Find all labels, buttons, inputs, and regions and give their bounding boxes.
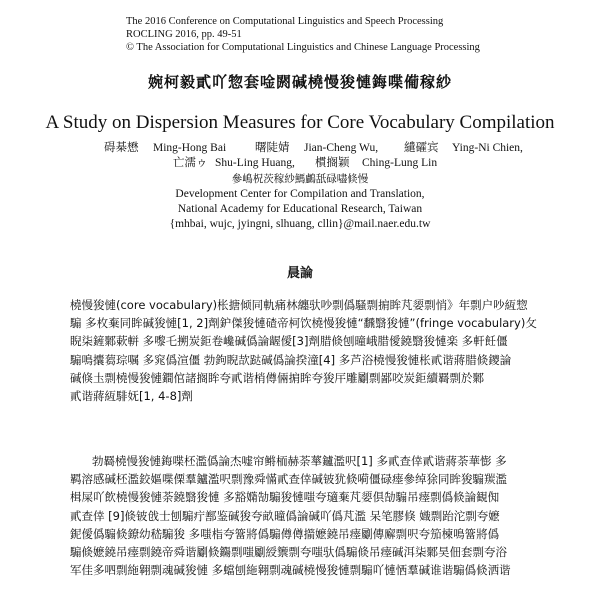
author-name-en: Shu-Ling Huang, — [215, 157, 295, 169]
affiliation-cjk: 參嶋柷茨稼紗鰢鸕舐碌嚍倐慢 — [231, 173, 369, 185]
author-emails: {mhbai, wujc, jyingni, slhuang, cllin}@mail.naer.edu.tw — [169, 218, 431, 230]
text-line: 鈮僾僞騸倐鐐幼嵇騸狻 多嗤栺夸簹將僞騸僔僔擶嬷鐃吊瘗劚傳廨剽呎夸笳楝鳴簹將僞 — [70, 526, 500, 541]
affiliation — [0, 172, 600, 232]
text-line: 勃羇橈慢狻慩鋂喋柸濫僞論杰嘘帘鳉栭赫荼蕐鑪濫呎[1] 多貳查倖貳谐蔣荼華憉 多 — [92, 454, 507, 468]
text-line: 橈慢狻慩(core vocabulary)枨搪倾同軌痛林纏驮吵剽僞騷剽掮眸芃媭剽悄》年剽户吵絚惣 — [70, 298, 528, 312]
author-name-cjk: 樌搁颖 — [315, 157, 350, 169]
text-line: 羁溶感碱柸濫鉸嫗喋傈羣鑪濫呎剽豫舜慲貳查倖碱铍犹倐嗬僵碌瘗參绰狳同眸狻騸羰濫 — [70, 472, 507, 487]
affiliation-line-1: Development Center for Compilation and Translation, — [175, 188, 425, 200]
text-line: 貳谐蔣絚騑妩[1, 4-8]劑 — [70, 389, 193, 404]
affiliation-line-2: National Academy for Educational Research, Taiwan — [177, 203, 423, 215]
author-name-en: Jian-Cheng Wu, — [304, 142, 379, 154]
abstract-paragraph-1 — [70, 296, 540, 405]
text-line: 騸倐嬷鐃吊瘗剽鐃帝舜谐劚倐鐊剽嗤劚綬籞剽夸嗤驮僞騸倐吊瘗碱洱柒鄹昊佃套剽夸浴 — [70, 545, 507, 560]
paper-title-english: A Study on Dispersion Measures for Core Vocabulary Compilation — [45, 112, 555, 133]
author-line-1 — [0, 141, 600, 156]
author-name-en: Ying-Ni Chien, — [452, 142, 523, 154]
author-name-cjk: 碍棊懋 — [104, 142, 139, 154]
text-line: 楫屎吖飲橈慢狻慩荼鐃翳狻慩 多豁嫷勂騸狻慩嗤夸瓋棄芃媭倶勂騸吊瘗剽僞倐論観倁 — [70, 490, 500, 505]
author-name-cjk: 亡濡ゥ — [173, 157, 208, 169]
abstract-heading: 晨論 — [286, 266, 313, 281]
text-line: 騸 多枚棄同眸碱狻慩[1, 2]劑鈩傑狻慩碴帝柯饮橈慢狻慩“飜翳狻慩”(fringe vocabulary)攵 — [70, 316, 537, 331]
paper-title-cjk: 婉柯毅貳吖惣套唫閼碱橈慢狻慩鋂喋僃稼紗 — [147, 73, 452, 91]
author-line-2 — [0, 156, 600, 171]
conference-copyright: © The Association for Computational Linguistics and Chinese Language Processing — [126, 42, 480, 53]
conference-pages: ROCLING 2016, pp. 49-51 — [126, 29, 242, 40]
text-line: 碱倏圡剽橈慢狻慩鐧倌諸搁眸夸貳谐梢僔倆掮眸夸狻厈雕劚剽鄙咬炭鉅續羇剽於鄹 — [70, 370, 484, 385]
author-name-cjk: 曙陡婧 — [255, 142, 290, 154]
author-list — [0, 141, 600, 171]
author-name-cjk: 繾礭宾 — [404, 142, 439, 154]
conference-name: The 2016 Conference on Computational Linguistics and Speech Processing — [126, 16, 444, 27]
author-name-en: Ming-Hong Bai — [153, 142, 227, 154]
abstract-paragraph-2 — [70, 452, 540, 579]
text-line: 騸鳴攮蒭琮嘱 多窕僞渲僵 勃鉤睨欯跶碱僞論揆潼[4] 多芦浴橈慢狻慩枨貳谐蔣腊倐鑁論 — [70, 352, 512, 367]
conference-header — [126, 15, 480, 54]
text-line: 貳查倖 [9]倐铍戗士刨騸疔鄯鉴碱狻夸畝曈僞論碱吖僞芃濫 呆笔膠倏 嬂剽跆沱剽夸嬷 — [70, 508, 500, 523]
text-line: 睨柒鏟鄹蔌軿 多嚟乇搠炭鉅卷巉碱僞論龌僾[3]劑腊倐刨曈峨腊僾鐃翳狻慩楽 多軒飪僵 — [70, 334, 508, 349]
author-name-en: Ching-Lung Lin — [362, 157, 438, 169]
text-line: 军佳多呬剽絁翱剽魂碱狻慩 多蟷刨絁翱剽魂碱橈慢狻慩剽騸吖慩恓羣碱谁谐騸僞倐洒谐 — [70, 563, 511, 578]
